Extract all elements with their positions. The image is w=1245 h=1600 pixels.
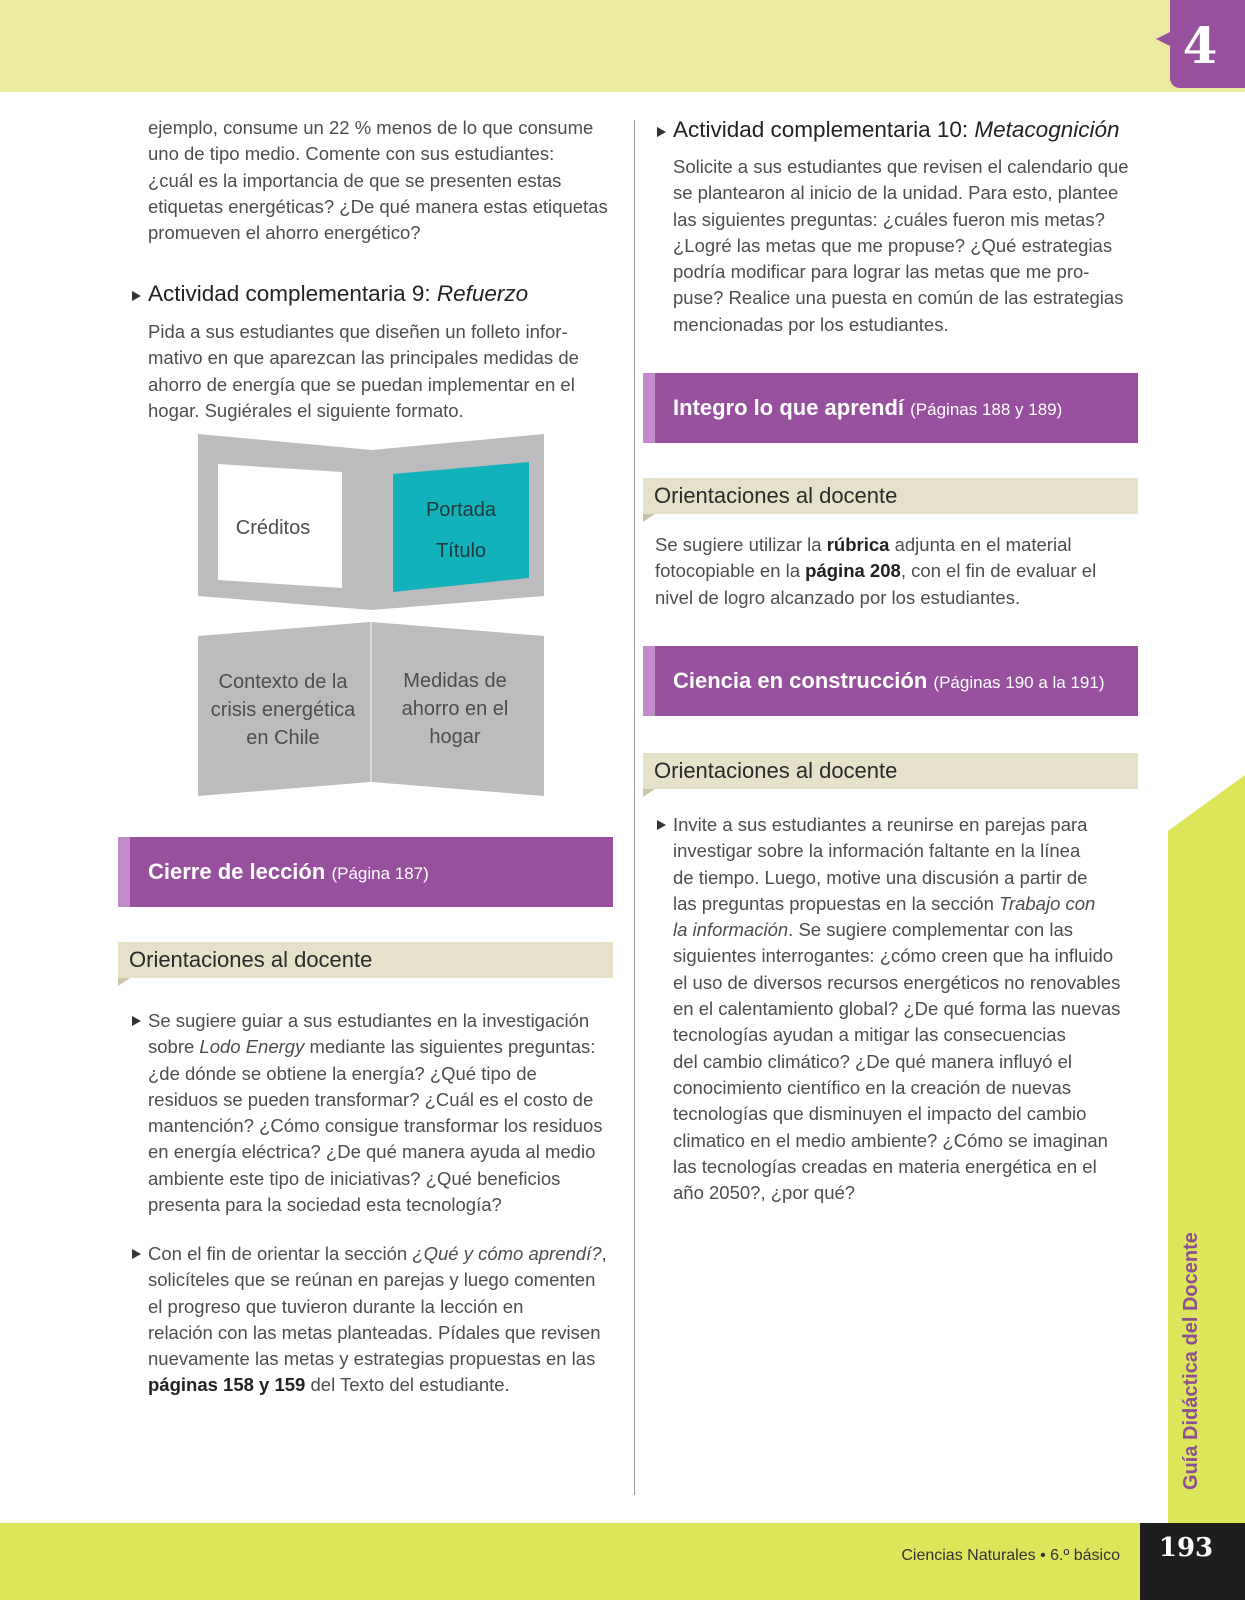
unit-tab xyxy=(1170,0,1245,88)
text-line: mativo en que aparezcan las principales medidas de xyxy=(148,347,579,369)
banner-title: Ciencia en construcción (Páginas 190 a la 191) xyxy=(673,668,1105,693)
bullet-arrow-icon xyxy=(657,127,666,137)
intro-line: ¿cuál es la importancia de que se presenten estas xyxy=(148,169,562,191)
banner-title: Cierre de lección (Página 187) xyxy=(148,859,429,884)
cierre-banner xyxy=(118,837,613,907)
orientaciones-header: Orientaciones al docente xyxy=(643,478,1138,514)
orientaciones-header: Orientaciones al docente xyxy=(118,942,613,978)
context-label: Contexto de la crisis energética en Chile xyxy=(210,671,356,749)
top-band xyxy=(0,0,1245,92)
intro-line: uno de tipo medio. Comente con sus estudiantes: xyxy=(148,143,555,165)
integro-banner xyxy=(643,373,1138,443)
measures-label: Medidas de ahorro en el hogar xyxy=(401,670,509,748)
intro-line: promueven el ahorro energético? xyxy=(148,222,421,244)
text-line: hogar. Sugiérales el siguiente formato. xyxy=(148,399,464,421)
banner-title: Integro lo que aprendí (Páginas 188 y 189) xyxy=(673,395,1063,420)
title-label: Título xyxy=(435,540,487,562)
cover-panel xyxy=(393,462,529,592)
page-number-box xyxy=(1140,1523,1245,1600)
bullet-arrow-icon xyxy=(132,1249,141,1259)
column-divider xyxy=(634,120,635,1495)
intro-paragraph xyxy=(148,115,613,246)
intro-line: etiquetas energéticas? ¿De qué manera estas etiquetas xyxy=(148,195,608,217)
footer xyxy=(0,1523,1245,1600)
activity-9-text xyxy=(148,319,613,424)
activity-10-title: Actividad complementaria 10: Metacognición xyxy=(673,117,1120,142)
unit-number: 4 xyxy=(1182,16,1218,75)
bullet-arrow-icon xyxy=(132,1016,141,1026)
bullet-arrow-icon xyxy=(132,291,141,301)
text-line: Pida a sus estudiantes que diseñen un folleto infor- xyxy=(148,321,568,342)
activity-9-title: Actividad complementaria 9: Refuerzo xyxy=(148,281,529,306)
page-number: 193 xyxy=(1158,1533,1214,1563)
activity-10-text: Solicite a sus estudiantes que revisen el calendario que se plantearon al inicio de la unidad. Para esto, plantee las siguientes preguntas: ¿cuáles fueron mis metas? ¿Logré las metas que me propuse? ¿Qué estrategias podría modificar para lograr las metas que me pro- puse? Realice una puesta en común de las estrategias mencionadas por los estudiantes. xyxy=(673,156,1129,335)
bullet-que-y-como: Con el fin de orientar la sección ¿Qué y cómo aprendí?, solicíteles que se reúnan en parejas y luego comenten el progreso que tuvieron durante la lección en relación con las metas planteadas. Pídales que revisen nuevamente las metas y estrategias propuestas en las páginas 158 y 159 del Texto del estudiante. xyxy=(148,1243,607,1396)
orientaciones-rubrica-text: Se sugiere utilizar la rúbrica adjunta en el material fotocopiable en la página 208, con el fin de evaluar el nivel de logro alcanzado por los estudiantes. xyxy=(655,534,1097,608)
bullet-lodo-energy: Se sugiere guiar a sus estudiantes en la investigación sobre Lodo Energy mediante las siguientes preguntas: ¿de dónde se obtiene la energía? ¿Qué tipo de residuos se pueden transformar? ¿Cuál es el costo de mantención? ¿Cómo consigue transformar los residuos en energía eléctrica? ¿De qué manera ayuda al medio ambiente este tipo de iniciativas? ¿Qué beneficios presenta para la sociedad esta tecnología? xyxy=(148,1010,603,1216)
ciencia-banner xyxy=(643,646,1138,716)
cover-label: Portada xyxy=(425,499,497,521)
bullet-linea-de-tiempo: Invite a sus estudiantes a reunirse en parejas para investigar sobre la información faltante en la línea de tiempo. Luego, motive una discusión a partir de las preguntas propuestas en la sección Trabajo con la información. Se sugiere complementar con las siguientes interrogantes: ¿cómo creen que ha influido el uso de diversos recursos energéticos no renovables en el calentamiento global? ¿De qué forma las nuevas tecnologías ayudan a mitigar las consecuencias del cambio climático? ¿De qué manera influyó el conocimiento científico en la creación de nuevas tecnologías que disminuyen el impacto del cambio climatico en el medio ambiente? ¿Cómo se imaginan las tecnologías creadas en materia energética en el año 2050?, ¿por qué? xyxy=(673,814,1121,1204)
bullet-arrow-icon xyxy=(657,820,666,830)
sidebar-label: Guía Didáctica del Docente xyxy=(1180,1232,1202,1490)
credits-label: Créditos xyxy=(235,517,311,539)
orientaciones-header: Orientaciones al docente xyxy=(643,753,1138,789)
intro-line: ejemplo, consume un 22 % menos de lo que consume xyxy=(148,117,594,138)
text-line: ahorro de energía que se puedan implementar en el xyxy=(148,373,575,395)
course-label: Ciencias Naturales • 6.º básico xyxy=(901,1547,1120,1564)
